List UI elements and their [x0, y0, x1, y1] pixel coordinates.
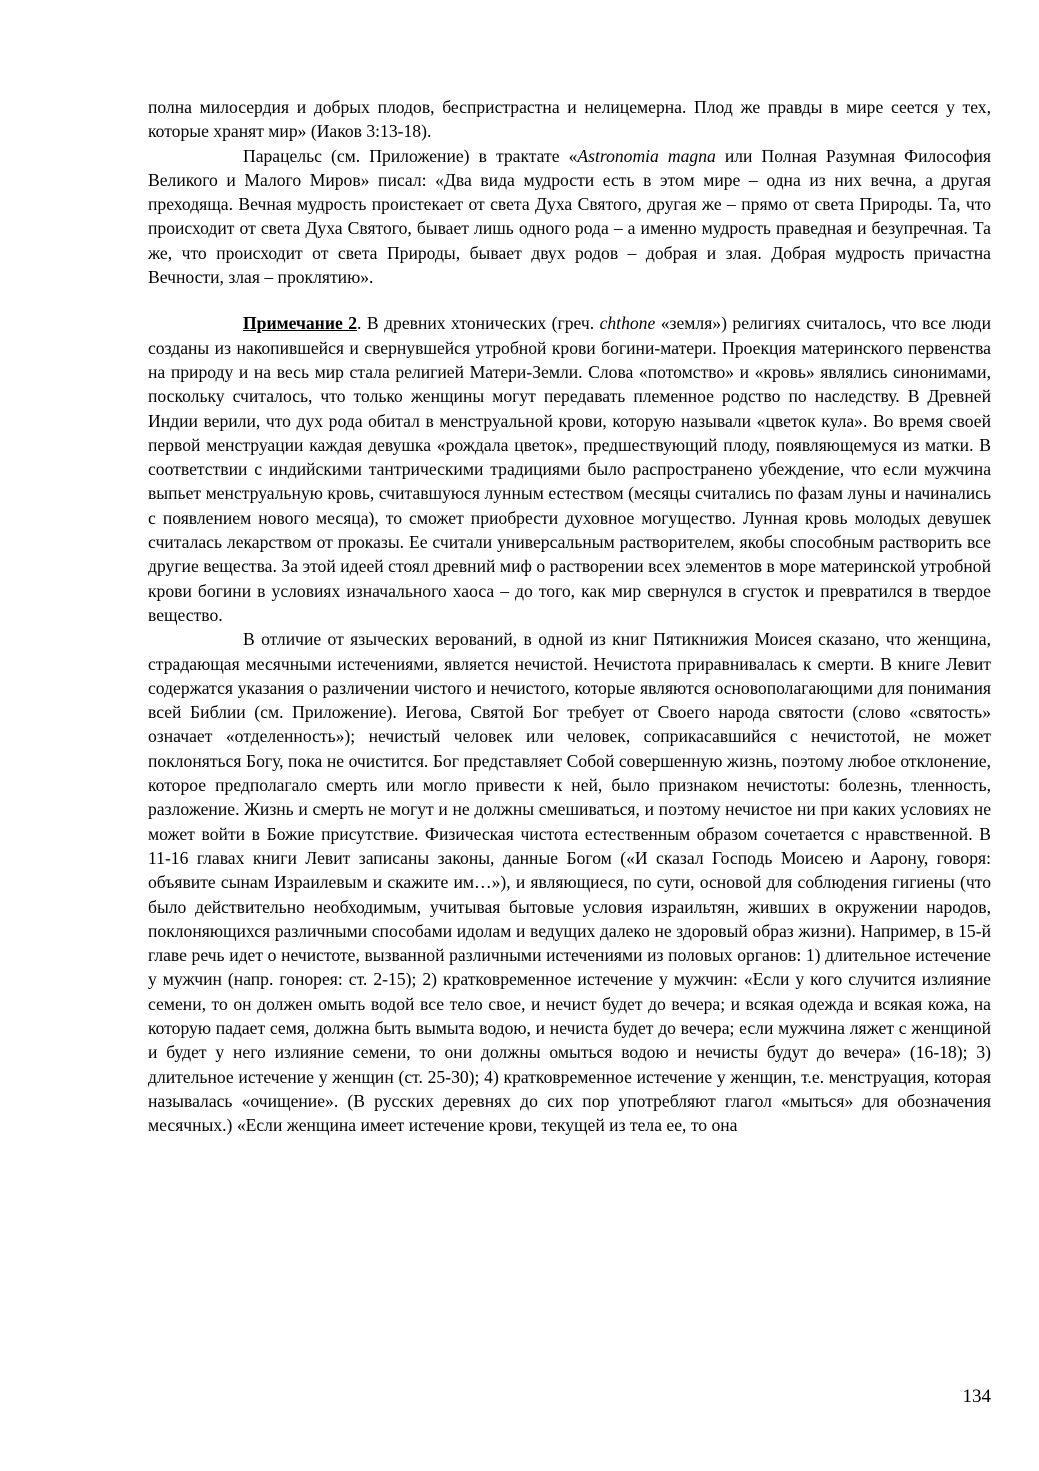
note-text-rest: «земля») религиях считалось, что все люди созданы из накопившейся и свернувшейся утробной крови богини-матери. Проекция материнского первенства на природу и на весь мир стала религией Матери-Земли. Слова «потомство» и «кровь» являлись синонимами, поскольку считалось, что только женщины могут передавать племенное родство по наследству. В Древней Индии верили, что дух рода обитал в менструальной крови, которую называли «цветок кула». Во время своей первой менструации каждая девушка «рождала цветок», предшествующий плоду, появляющемуся из матки. В соответствии с индийскими тантрическими традициями было распространено убеждение, что если мужчина выпьет менструальную кровь, считавшуюся лунным естеством (месяцы считались по фазам луны и начинались с появлением нового месяца), то сможет приобрести духовное могущество. Лунная кровь молодых девушек считалась лекарством от проказы. Ее считали универсальным растворителем, якобы способным растворить все другие вещества. За этой идеей стоял древний миф о растворении всех элементов в море материнской утробной крови богини в условиях изначального хаоса – до того, как мир свернулся в сгусток и превратился в твердое вещество. — [148, 313, 991, 625]
paracelsus-text-start: Парацельс (см. Приложение) в трактате « — [243, 145, 578, 166]
note-text-start: . В древних хтонических (греч. — [357, 313, 600, 334]
paragraph-paracelsus — [148, 144, 991, 290]
paragraph-gap — [148, 289, 991, 311]
paracelsus-text-rest: или Полная Разумная Философия Великого и Малого Миров» писал: «Два вида мудрости есть в этом мире – одна из них вечна, а другая преходяща. Вечная мудрость проистекает от света Духа Святого, другая же – прямо от света Природы. Та, что происходит от света Духа Святого, бывает лишь одного рода – а именно мудрость праведная и безупречная. Та же, что происходит от света Природы, бывает двух родов – добрая и злая. Добрая мудрость причастна Вечности, злая – проклятию». — [148, 145, 992, 288]
treatise-title: Astronomia magna — [577, 145, 716, 166]
paragraph-quote-end: полна милосердия и добрых плодов, беспристрастна и нелицемерна. Плод же правды в мире сеется у тех, которые хранят мир» (Иаков 3:13-18). — [148, 97, 991, 142]
paragraph-leviticus: В отличие от языческих верований, в одной из книг Пятикнижия Моисея сказано, что женщина, страдающая месячными истечениями, является нечистой. Нечистота приравнивалась к смерти. В книге Левит содержатся указания о различении чистого и нечистого, которые являются основополагающими для понимания всей Библии (см. Приложение). Иегова, Святой Бог требует от Своего народа святости (слово «святость» означает «отделенность»); нечистый человек или человек, соприкасавшийся с нечистотой, не может поклоняться Богу, пока не очистится. Бог представляет Собой совершенную жизнь, поэтому любое отклонение, которое предполагало смерть или могло привести к ней, было признаком нечистоты: болезнь, тленность, разложение. Жизнь и смерть не могут и не должны смешиваться, и поэтому нечистое ни при каких условиях не может войти в Божие присутствие. Физическая чистота естественным образом сочетается с нравственной. В 11-16 главах книги Левит записаны законы, данные Богом («И сказал Господь Моисею и Аарону, говоря: объявите сынам Израилевым и скажите им…»), и являющиеся, по сути, основой для соблюдения гигиены (что было действительно необходимым, учитывая бытовые условия израильтян, живших в окружении народов, поклоняющихся различными способами идолам и ведущих далеко не здоровый образ жизни). Например, в 15-й главе речь идет о нечистоте, вызванной различными истечениями из половых органов: 1) длительное истечение у мужчин (напр. гонорея: ст. 2-15); 2) кратковременное истечение у мужчин: «Если у кого случится излияние семени, то он должен омыть водой все тело свое, и нечист будет до вечера; и всякая одежда и всякая кожа, на которую падает семя, должна быть вымыта водою, и нечиста будет до вечера; если мужчина ляжет с женщиной и будет у него излияние семени, то они должны омыться водою и нечисты будут до вечера» (16-18); 3) длительное истечение у женщин (ст. 25-30); 4) кратковременное истечение у женщин, т.е. менструация, которая называлась «очищение». (В русских деревнях до сих пор употребляют глагол «мыться» для обозначения месячных.) «Если женщина имеет истечение крови, текущей из тела ее, то она — [148, 629, 991, 1136]
note-label: Примечание 2 — [243, 313, 358, 334]
page-number: 134 — [962, 1386, 991, 1407]
greek-word: chthone — [599, 313, 656, 334]
paragraph-note-2 — [148, 311, 991, 627]
page-body — [148, 95, 991, 1137]
